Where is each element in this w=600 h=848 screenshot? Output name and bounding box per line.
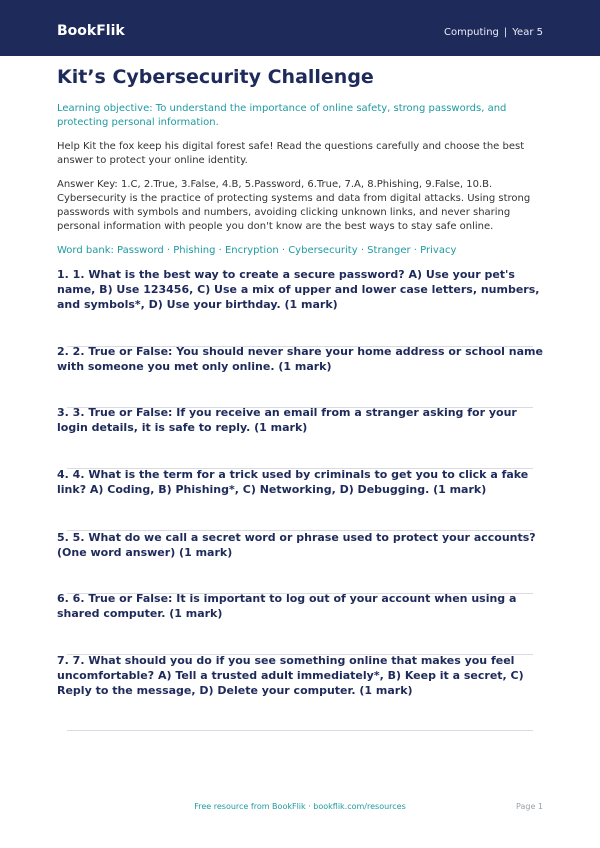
answer-key: Answer Key: 1.C, 2.True, 3.False, 4.B, 5.Password, 6.True, 7.A, 8.Phishing, 9.False, 10.B. Cybersecurity is the practice of protecting systems and data from digital attacks. Using strong passwords with symbols and numbers, avoiding clicking unknown links, and never sharing personal information with people you don't know are the best ways to stay safe online. — [57, 179, 531, 232]
questions-section — [57, 0, 543, 848]
question-4: 4. 4. What is the term for a trick used by criminals to get you to click a fake link? A) Coding, B) Phishing*, C) Networking, D) Debugging. (1 mark) — [57, 468, 529, 496]
question-1: 1. 1. What is the best way to create a secure password? A) Use your pet's name, B) Use 123456, C) Use a mix of upper and lower case letters, numbers, and symbols*, D) Use your birthday. (1 mark) — [57, 268, 540, 311]
subject-label: Computing — [443, 27, 499, 38]
question-7: 7. 7. What should you do if you see something online that makes you feel uncomfortable? A) Tell a trusted adult immediately*, B) Keep it a secret, C) Reply to the message, D) Delete your computer. (1 mark) — [57, 654, 524, 697]
question-3: 3. 3. True or False: If you receive an email from a stranger asking for your login details, it is safe to reply. (1 mark) — [57, 406, 517, 434]
year-label: Year 5 — [512, 27, 543, 38]
intro-text: Help Kit the fox keep his digital forest safe! Read the questions carefully and choose the best answer to protect your online identity. — [57, 141, 525, 166]
word-bank: Word bank: Password · Phishing · Encryption · Cybersecurity · Stranger · Privacy — [57, 245, 457, 256]
page-number: Page 1 — [516, 802, 543, 811]
brand-logo-text: BookFlik — [57, 23, 125, 39]
answer-line-7[interactable] — [67, 730, 533, 731]
question-5: 5. 5. What do we call a secret word or phrase used to protect your accounts? (One word answer) (1 mark) — [57, 531, 536, 559]
footer-credit[interactable]: Free resource from BookFlik · bookflik.com/resources — [194, 802, 406, 811]
meta-separator: | — [503, 27, 508, 38]
question-6: 6. 6. True or False: It is important to log out of your account when using a shared computer. (1 mark) — [57, 592, 517, 620]
page-title: Kit’s Cybersecurity Challenge — [57, 66, 374, 88]
learning-objective: Learning objective: To understand the importance of online safety, strong passwords, and protecting personal information. — [57, 103, 507, 128]
question-2: 2. 2. True or False: You should never share your home address or school name with someone you met only online. (1 mark) — [57, 345, 543, 373]
